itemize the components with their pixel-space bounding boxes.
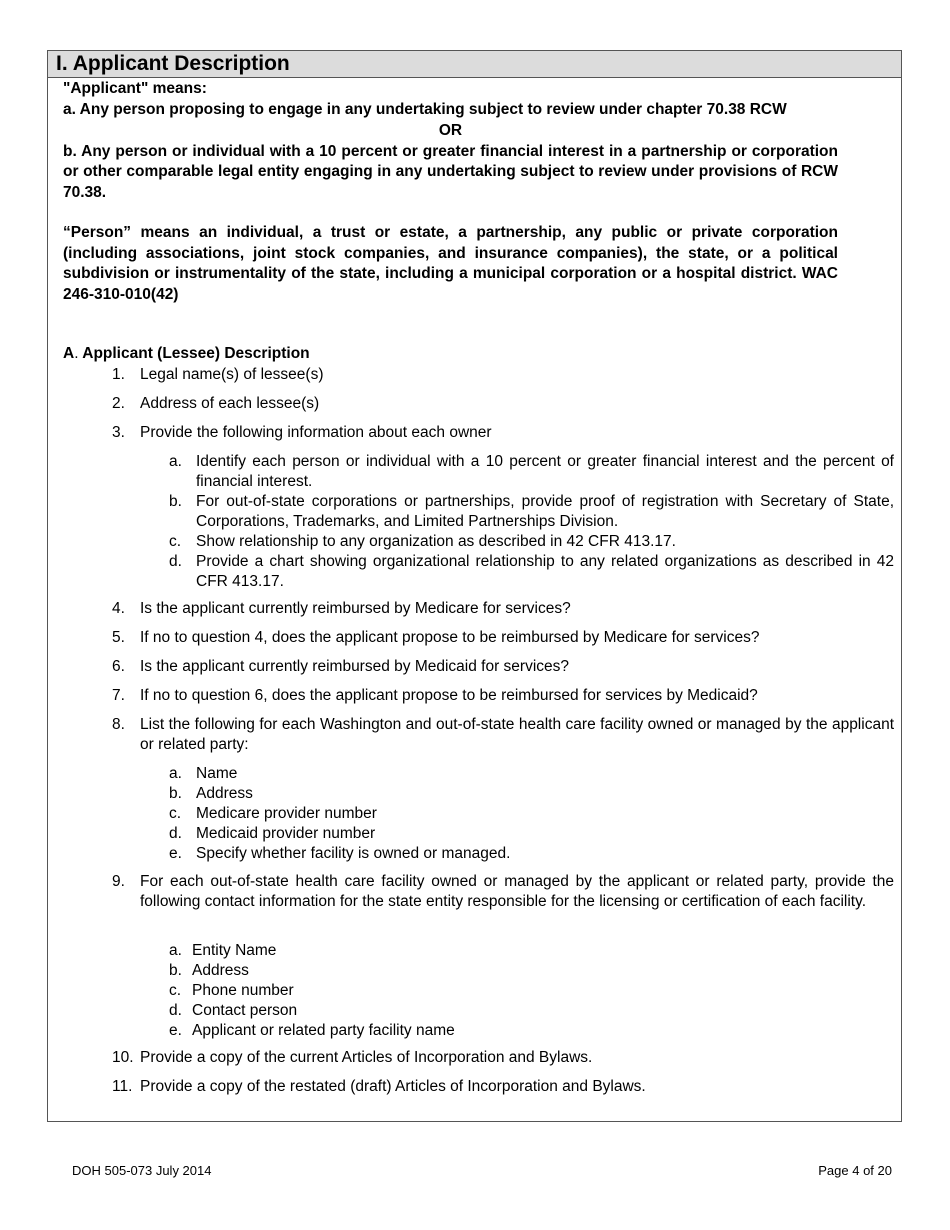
section-box	[47, 50, 902, 1122]
list-item: 11. Provide a copy of the restated (draft) Articles of Incorporation and Bylaws.	[112, 1078, 646, 1095]
sublist-item: b. Address	[169, 785, 253, 802]
list-item: 1. Legal name(s) of lessee(s)	[112, 366, 324, 383]
footer-page-number: Page 4 of 20	[818, 1163, 892, 1178]
item9-sublist	[169, 941, 669, 1041]
person-definition: “Person” means an individual, a trust or estate, a partnership, any public or private corporation (including associations, joint stock companies, and insurance companies), the state, or a political subdivision or instrumentality of the state, including a municipal corporation or a hospital district. WAC 246-310-010(42)	[63, 224, 838, 303]
section-title: I. Applicant Description	[48, 51, 901, 78]
sublist-item: d. Provide a chart showing organizational relationship to any related organizations as described in 42 CFR 413.17.	[169, 553, 894, 590]
sublist-item: b. For out-of-state corporations or partnerships, provide proof of registration with Secretary of State, Corporations, Trademarks, and Limited Partnerships Division.	[169, 493, 894, 530]
sublist-item: d. Medicaid provider number	[169, 825, 376, 842]
sublist-item: c. Phone number	[169, 982, 294, 999]
subsection-dot: .	[74, 345, 79, 362]
definition-heading: "Applicant" means:	[63, 80, 207, 97]
sublist-item: b. Address	[169, 962, 249, 979]
list-item: 3. Provide the following information about each owner	[112, 424, 492, 441]
list-item: 7. If no to question 6, does the applicant propose to be reimbursed for services by Medicaid?	[112, 687, 758, 704]
sublist-item: c. Show relationship to any organization as described in 42 CFR 413.17.	[169, 533, 676, 550]
sublist-item: c. Medicare provider number	[169, 805, 377, 822]
sublist-item: a. Entity Name	[169, 942, 277, 959]
list-item: 9. For each out-of-state health care facility owned or managed by the applicant or related party, provide the following contact information for the state entity responsible for the licensing or certification of each facility.	[112, 873, 894, 910]
sublist-item: e. Specify whether facility is owned or managed.	[169, 845, 511, 862]
sublist-item: d. Contact person	[169, 1002, 298, 1019]
item3-sublist	[169, 452, 894, 592]
list-item: 8. List the following for each Washington and out-of-state health care facility owned or managed by the applicant or related party:	[112, 716, 894, 753]
subsection-heading	[63, 344, 310, 364]
item8-sublist	[169, 764, 669, 864]
footer-form-number: DOH 505-073 July 2014	[72, 1163, 212, 1178]
subsection-letter: A	[63, 345, 75, 362]
definition-a: a. Any person proposing to engage in any undertaking subject to review under chapter 70.38 RCW	[63, 100, 787, 118]
definition-b: b. Any person or individual with a 10 percent or greater financial interest in a partnership or corporation or other comparable legal entity engaging in any undertaking subject to review under provisions of RCW 70.38.	[63, 142, 838, 201]
list-item: 10. Provide a copy of the current Articles of Incorporation and Bylaws.	[112, 1049, 593, 1066]
definition-or: OR	[438, 122, 463, 139]
applicant-definition	[63, 79, 838, 305]
sublist-item: e. Applicant or related party facility name	[169, 1022, 455, 1039]
subsection-title: Applicant (Lessee) Description	[78, 345, 310, 362]
list-item: 6. Is the applicant currently reimbursed by Medicaid for services?	[112, 658, 570, 675]
list-item: 4. Is the applicant currently reimbursed by Medicare for services?	[112, 600, 571, 617]
list-item: 2. Address of each lessee(s)	[112, 395, 320, 412]
sublist-item: a. Identify each person or individual with a 10 percent or greater financial interest and the percent of financial interest.	[169, 453, 894, 490]
sublist-item: a. Name	[169, 765, 238, 782]
list-item: 5. If no to question 4, does the applicant propose to be reimbursed by Medicare for services?	[112, 629, 760, 646]
